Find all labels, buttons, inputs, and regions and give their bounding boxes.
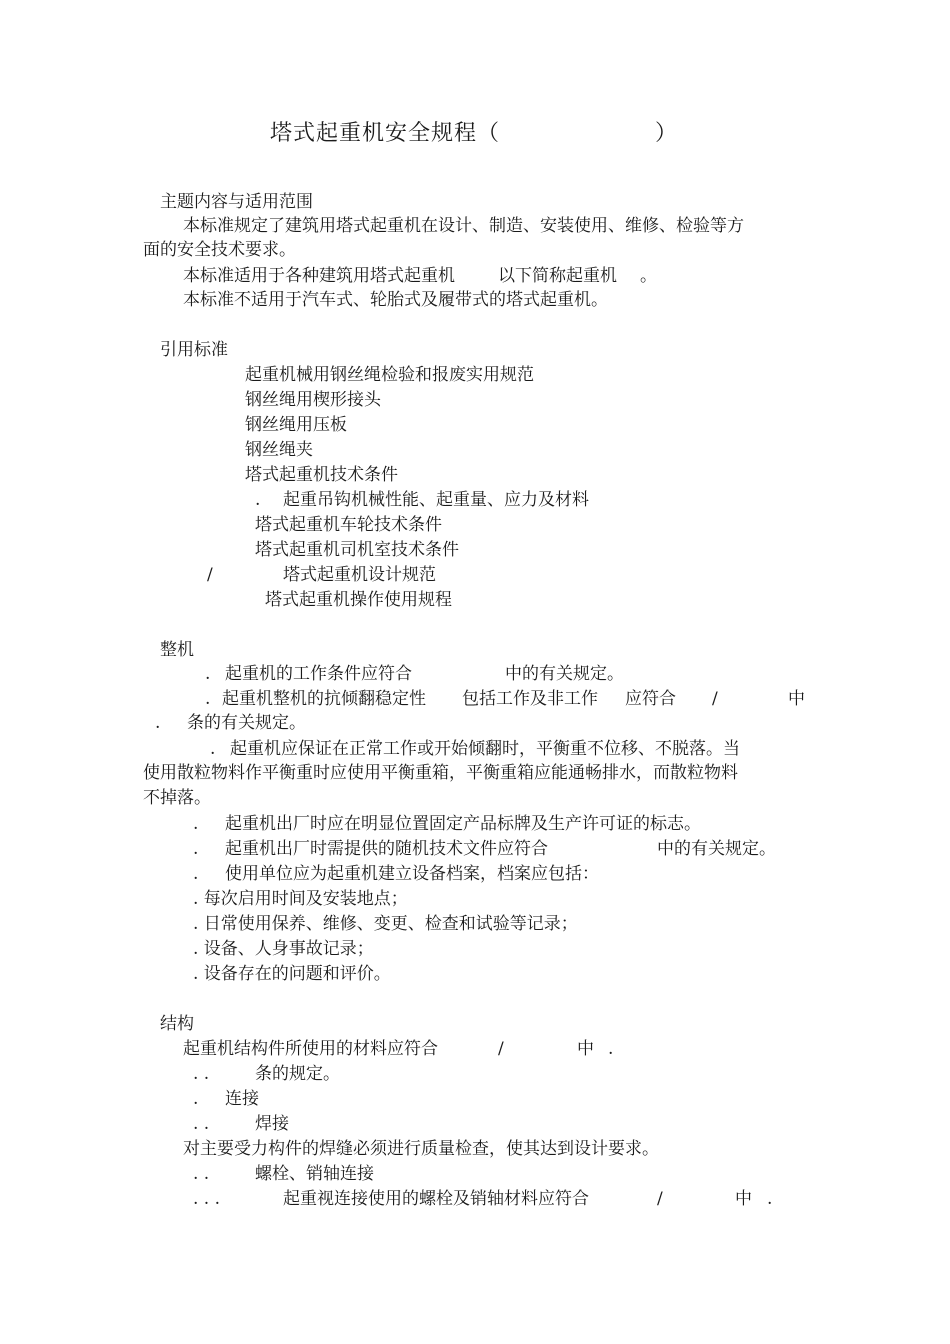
- reference-item: 塔式起重机操作使用规程: [265, 590, 452, 610]
- clause-text: 起重机结构件所使用的材料应符合: [183, 1039, 438, 1059]
- paragraph-line: 以下简称起重机: [498, 266, 617, 286]
- reference-item: 塔式起重机司机室技术条件: [255, 540, 459, 560]
- clause-text: 使用单位应为起重机建立设备档案，档案应包括：: [225, 864, 599, 884]
- reference-item: 塔式起重机车轮技术条件: [255, 515, 442, 535]
- clause-text: 起重机的工作条件应符合: [225, 664, 412, 684]
- reference-dot: .: [255, 490, 261, 510]
- clause-text: 使用散粒物料作平衡重时应使用平衡重箱，平衡重箱应能通畅排水，而散粒物料: [143, 763, 738, 783]
- reference-item: 钢丝绳用压板: [245, 415, 347, 435]
- clause-dot: .: [193, 864, 199, 884]
- clause-text: 中: [788, 689, 805, 709]
- clause-dot: . . .: [193, 1189, 221, 1209]
- clause-dot: . .: [193, 1114, 210, 1134]
- paragraph-line: 本标准规定了建筑用塔式起重机在设计、制造、安装使用、维修、检验等方: [183, 216, 744, 236]
- clause-text: 起重机出厂时需提供的随机技术文件应符合: [225, 839, 548, 859]
- clause-text: 应符合: [625, 689, 676, 709]
- clause-slash: /: [657, 1189, 663, 1209]
- list-item: . 每次启用时间及安装地点；: [193, 889, 408, 909]
- subheading: 螺栓、销轴连接: [255, 1164, 374, 1184]
- clause-slash: /: [712, 689, 718, 709]
- clause-dot: .: [210, 739, 216, 759]
- list-item: . 设备存在的问题和评价。: [193, 964, 391, 984]
- clause-dot: . .: [193, 1164, 210, 1184]
- section-heading-scope: 主题内容与适用范围: [160, 192, 313, 212]
- clause-text: 条的规定。: [255, 1064, 340, 1084]
- paragraph-line: 本标准不适用于汽车式、轮胎式及履带式的塔式起重机。: [183, 290, 608, 310]
- clause-dot: .: [155, 713, 161, 733]
- clause-dot: .: [205, 664, 211, 684]
- document-title: 塔式起重机安全规程（: [270, 121, 501, 146]
- reference-item: 钢丝绳用楔形接头: [245, 390, 381, 410]
- clause-text: 中: [735, 1189, 752, 1209]
- clause-dot: . .: [193, 1064, 210, 1084]
- clause-text: 中的有关规定。: [657, 839, 776, 859]
- subheading: 连接: [225, 1089, 259, 1109]
- clause-dot: .: [608, 1039, 614, 1059]
- clause-dot: .: [767, 1189, 773, 1209]
- clause-text: 起重视连接使用的螺栓及销轴材料应符合: [283, 1189, 589, 1209]
- clause-dot: .: [193, 839, 199, 859]
- clause-text: 包括工作及非工作: [462, 689, 598, 709]
- clause-text: 起重机出厂时应在明显位置固定产品标牌及生产许可证的标志。: [225, 814, 701, 834]
- subheading: 焊接: [255, 1114, 289, 1134]
- clause-text: 不掉落。: [143, 788, 211, 808]
- reference-slash: /: [207, 565, 213, 585]
- section-heading-structure: 结构: [160, 1014, 194, 1034]
- clause-dot: .: [193, 1089, 199, 1109]
- reference-item: 塔式起重机技术条件: [245, 465, 398, 485]
- list-item: . 日常使用保养、维修、变更、检查和试验等记录；: [193, 914, 578, 934]
- clause-text: 条的有关规定。: [187, 713, 306, 733]
- list-item: . 设备、人身事故记录；: [193, 939, 374, 959]
- clause-text: 中: [577, 1039, 594, 1059]
- paragraph-line: 本标准适用于各种建筑用塔式起重机: [183, 266, 455, 286]
- clause-dot: .: [205, 689, 211, 709]
- clause-text: 中的有关规定。: [505, 664, 624, 684]
- clause-text: 起重机整机的抗倾翻稳定性: [222, 689, 426, 709]
- clause-slash: /: [498, 1039, 504, 1059]
- clause-text: 起重机应保证在正常工作或开始倾翻时，平衡重不位移、不脱落。当: [230, 739, 740, 759]
- reference-item: 起重机械用钢丝绳检验和报废实用规范: [245, 365, 534, 385]
- document-title-close: ）: [655, 121, 679, 146]
- paragraph-line: 。: [640, 266, 657, 286]
- section-heading-references: 引用标准: [160, 340, 228, 360]
- paragraph-line: 面的安全技术要求。: [143, 240, 296, 260]
- reference-item: 起重吊钩机械性能、起重量、应力及材料: [283, 490, 589, 510]
- reference-item: 塔式起重机设计规范: [283, 565, 436, 585]
- clause-dot: .: [193, 814, 199, 834]
- reference-item: 钢丝绳夹: [245, 440, 313, 460]
- clause-text: 对主要受力构件的焊缝必须进行质量检查，使其达到设计要求。: [183, 1139, 659, 1159]
- section-heading-machine: 整机: [160, 640, 194, 660]
